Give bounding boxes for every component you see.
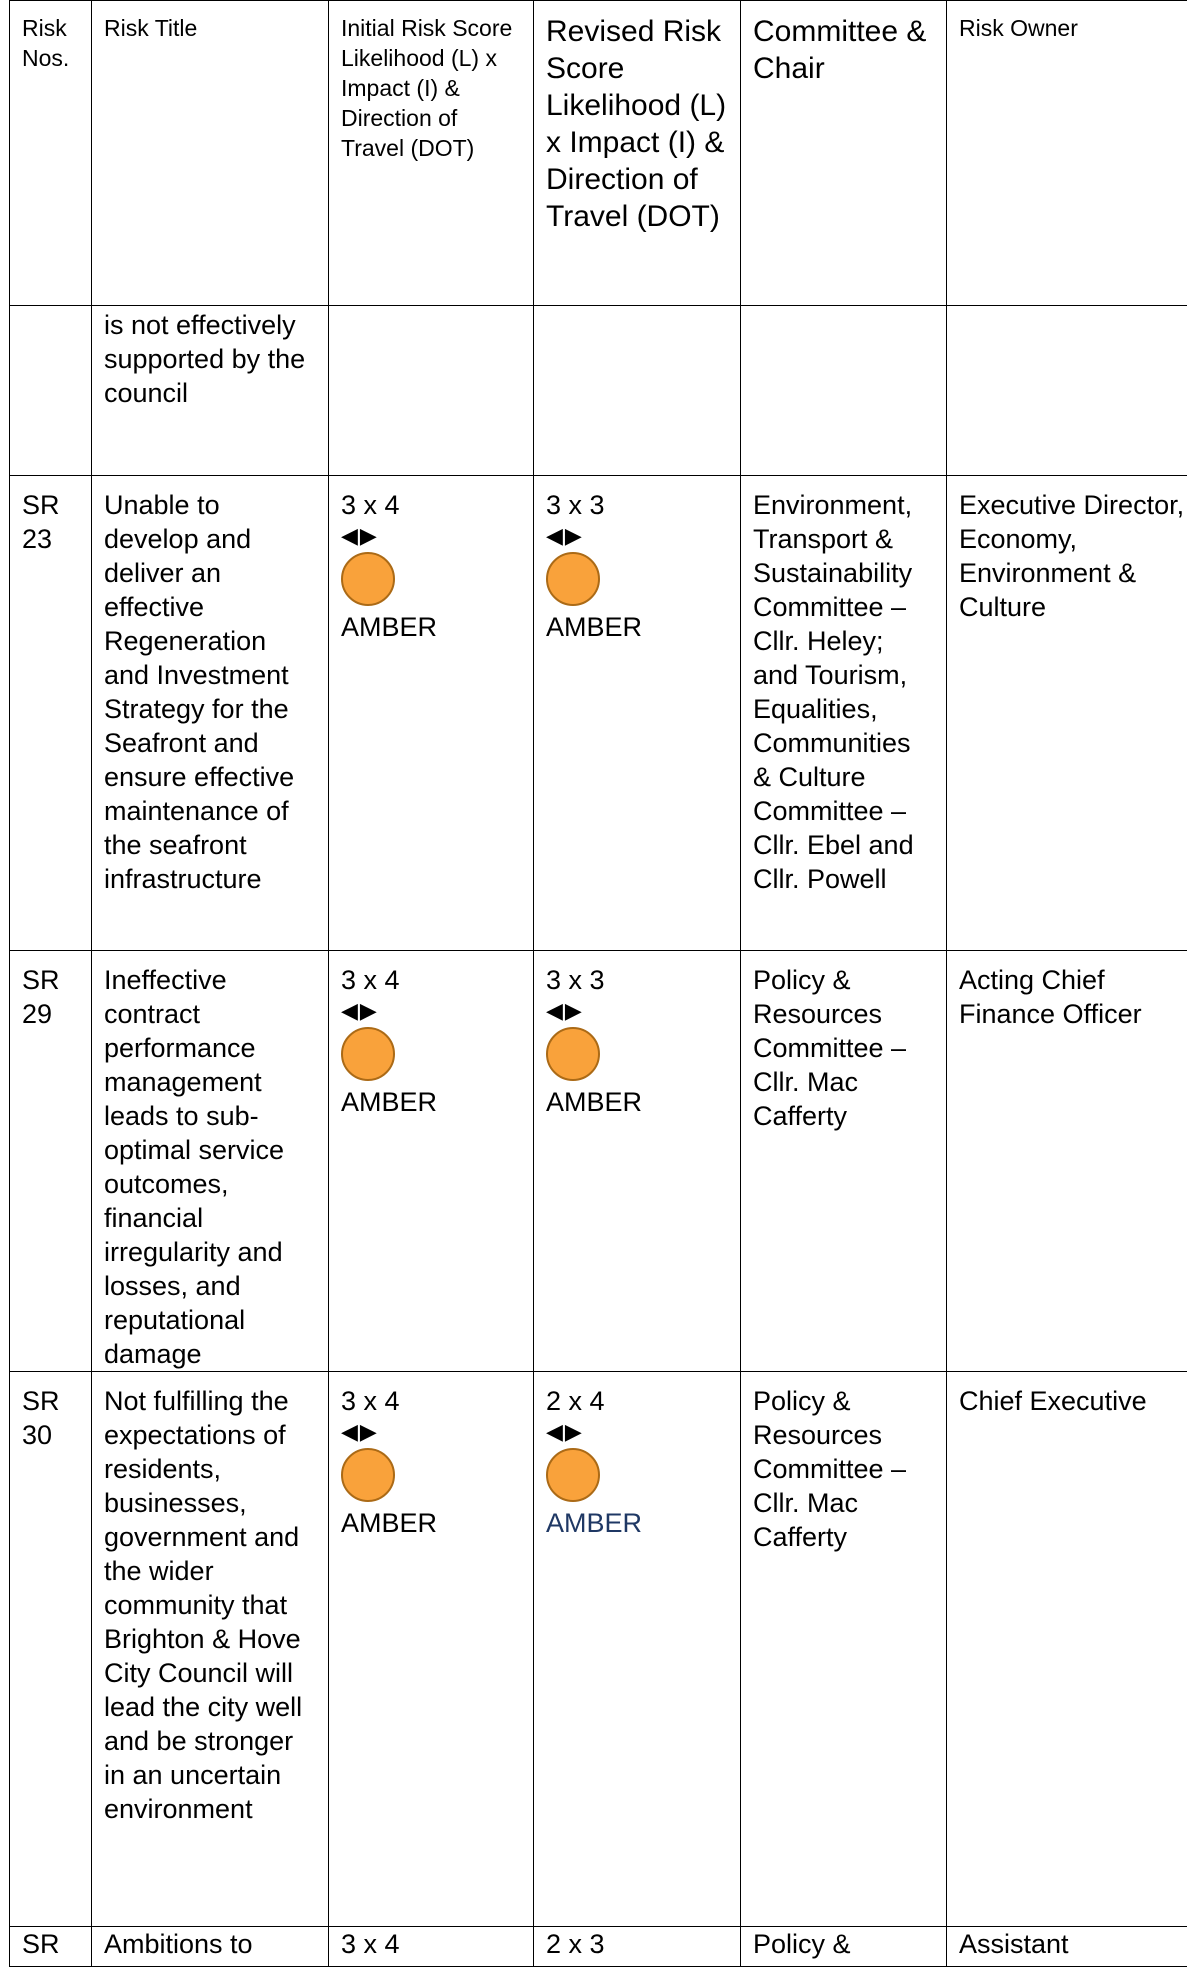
owner-cell: Assistant <box>947 1927 1187 1967</box>
risk-nos-cell <box>10 306 92 476</box>
committee-cell <box>741 306 947 476</box>
rag-status: AMBER <box>341 1506 521 1540</box>
amber-circle-icon <box>341 1027 395 1081</box>
owner-cell <box>947 306 1187 476</box>
score-value: 2 x 4 <box>546 1384 728 1418</box>
score-value: 3 x 3 <box>546 963 728 997</box>
risk-nos-cell: SR 29 <box>10 951 92 1372</box>
risk-nos-cell: SR <box>10 1927 92 1967</box>
amber-circle-icon <box>341 552 395 606</box>
direction-of-travel-icon: ◀▶ <box>546 1418 728 1446</box>
direction-of-travel-icon: ◀▶ <box>546 997 728 1025</box>
initial-score-cell <box>329 306 534 476</box>
owner-cell: Chief Executive <box>947 1372 1187 1927</box>
table-row <box>10 951 1187 1372</box>
rag-status: AMBER <box>341 1085 521 1119</box>
amber-circle-icon <box>546 1448 600 1502</box>
committee-cell: Policy & Resources Committee – Cllr. Mac Cafferty <box>741 951 947 1372</box>
header-risk-owner: Risk Owner <box>947 1 1187 306</box>
revised-score-cell <box>534 476 741 951</box>
risk-title-cell: Ambitions to <box>92 1927 329 1967</box>
amber-circle-icon <box>341 1448 395 1502</box>
risk-nos-cell: SR 23 <box>10 476 92 951</box>
header-row <box>10 1 1187 306</box>
score-value: 2 x 3 <box>546 1927 728 1961</box>
risk-title-cell: is not effectively supported by the council <box>92 306 329 476</box>
initial-score-cell <box>329 476 534 951</box>
score-value: 3 x 4 <box>341 488 521 522</box>
table-row <box>10 1927 1187 1967</box>
initial-score-cell <box>329 951 534 1372</box>
rag-status: AMBER <box>341 610 521 644</box>
header-risk-title: Risk Title <box>92 1 329 306</box>
direction-of-travel-icon: ◀▶ <box>341 1418 521 1446</box>
risk-title-cell: Unable to develop and deliver an effective Regeneration and Investment Strategy for the Seafront and ensure effective maintenance of the seafront infrastructure <box>92 476 329 951</box>
initial-score-cell <box>329 1927 534 1967</box>
committee-cell: Policy & <box>741 1927 947 1967</box>
direction-of-travel-icon: ◀▶ <box>546 522 728 550</box>
revised-score-cell <box>534 951 741 1372</box>
table-row <box>10 1372 1187 1927</box>
committee-cell: Policy & Resources Committee – Cllr. Mac Cafferty <box>741 1372 947 1927</box>
header-initial-score: Initial Risk Score Likelihood (L) x Impact (I) & Direction of Travel (DOT) <box>329 1 534 306</box>
rag-status: AMBER <box>546 610 728 644</box>
owner-cell: Acting Chief Finance Officer <box>947 951 1187 1372</box>
header-committee-chair: Committee & Chair <box>741 1 947 306</box>
table-row <box>10 476 1187 951</box>
risk-nos-cell: SR 30 <box>10 1372 92 1927</box>
amber-circle-icon <box>546 1027 600 1081</box>
initial-score-cell <box>329 1372 534 1927</box>
header-revised-score: Revised Risk Score Likelihood (L) x Impact (I) & Direction of Travel (DOT) <box>534 1 741 306</box>
revised-score-cell <box>534 306 741 476</box>
score-value: 3 x 4 <box>341 1927 521 1961</box>
table-row <box>10 306 1187 476</box>
direction-of-travel-icon: ◀▶ <box>341 522 521 550</box>
risk-register-table <box>9 0 1187 1967</box>
revised-score-cell <box>534 1927 741 1967</box>
owner-cell: Executive Director, Economy, Environment & Culture <box>947 476 1187 951</box>
amber-circle-icon <box>546 552 600 606</box>
score-value: 3 x 4 <box>341 963 521 997</box>
risk-title-cell: Ineffective contract performance management leads to sub-optimal service outcomes, financial irregularity and losses, and reputational damage <box>92 951 329 1372</box>
rag-status: AMBER <box>546 1085 728 1119</box>
risk-title-cell: Not fulfilling the expectations of residents, businesses, government and the wider community that Brighton & Hove City Council will lead the city well and be stronger in an uncertain environment <box>92 1372 329 1927</box>
header-risk-nos: Risk Nos. <box>10 1 92 306</box>
revised-score-cell <box>534 1372 741 1927</box>
score-value: 3 x 4 <box>341 1384 521 1418</box>
committee-cell: Environment, Transport & Sustainability Committee – Cllr. Heley; and Tourism, Equalities, Communities & Culture Committee – Cllr. Ebel and Cllr. Powell <box>741 476 947 951</box>
score-value: 3 x 3 <box>546 488 728 522</box>
direction-of-travel-icon: ◀▶ <box>341 997 521 1025</box>
rag-status: AMBER <box>546 1506 728 1540</box>
